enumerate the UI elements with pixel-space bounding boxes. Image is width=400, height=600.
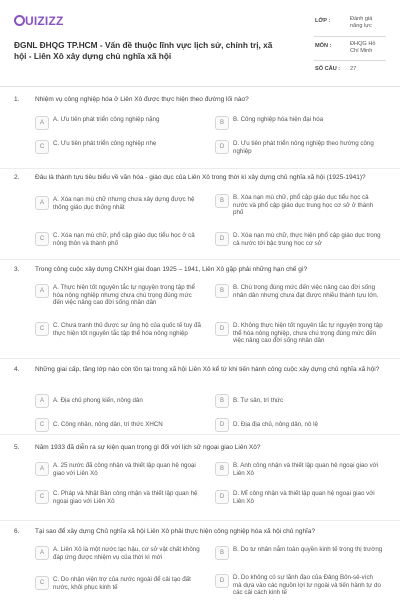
question-divider [0, 358, 400, 359]
option-text: D. Ưu tiên phát triển nông nghiệp theo hướng công nghiệp [233, 140, 374, 155]
option-text: D. Không thực hiện tốt nguyên tắc tự nguyện trong tập thể hóa nông nghiệp, chưa chú trọng đúng mức đến việc nâng cao đời sống nhân dân [233, 322, 383, 345]
meta-row-count [314, 61, 386, 75]
option-letter-badge: B [215, 394, 229, 408]
option-text: D. Mĩ công nhận và thiết lập quan hệ ngoại giao với Liên Xô [233, 490, 375, 505]
question-number: 3. [14, 266, 20, 273]
option-text: A. Ưu tiên phát triển công nghiệp nặng [53, 116, 160, 123]
question-number: 1. [14, 96, 20, 103]
option-letter-badge: D [215, 232, 229, 246]
option-letter-badge: B [215, 546, 229, 560]
question-5 [14, 444, 386, 520]
meta-class-label: LỚP : [315, 18, 331, 24]
option-letter-badge: C [35, 322, 49, 336]
option-letter-badge: B [215, 284, 229, 298]
question-text: Nhiệm vụ công nghiệp hóa ở Liên Xô được thực hiện theo đường lối nào? [35, 96, 249, 103]
option-letter-badge: C [35, 140, 49, 154]
option-letter-badge: B [215, 116, 229, 130]
option-text: D. Xóa nạn mù chữ, thực hiện phổ cập giáo dục trong cả nước tới bậc trung học cơ sở [233, 232, 381, 247]
worksheet-title: ĐGNL ĐHQG TP.HCM - Vấn đề thuộc lĩnh vực lịch sử, chính trị, xã hội - Liên Xô xây dựng chủ nghĩa xã hội [14, 40, 273, 61]
question-divider [0, 168, 400, 169]
question-3 [14, 266, 386, 362]
option-text: B. Do tư nhân nắm toàn quyền kinh tế trong thị trường [233, 546, 383, 553]
option-text: B. Tư sản, trí thức [233, 397, 284, 404]
option-letter-badge: D [215, 490, 229, 504]
option-text: D. Địa địa chủ, nông dân, nô lệ [233, 421, 318, 428]
question-text: Trong công cuộc xây dựng CNXH giai đoạn 1925 – 1941, Liên Xô gặp phải những hạn chế gì? [35, 266, 308, 273]
option-letter-badge: A [35, 394, 49, 408]
option-letter-badge: C [35, 418, 49, 432]
option-letter-badge: D [215, 418, 229, 432]
option-letter-badge: C [35, 576, 49, 590]
option-text: B. Anh công nhận và thiết lập quan hệ ngoại giao với Liên Xô [233, 462, 379, 477]
option-letter-badge: C [35, 232, 49, 246]
meta-subject-label: MÔN : [315, 43, 332, 49]
question-text: Tại sao để xây dựng Chủ nghĩa xã hội Liên Xô phải thực hiện công nghiệp hóa xã hội chủ nghĩa? [35, 528, 316, 535]
option-text: A. Liên Xô là một nước lạc hậu, cơ sở vật chất không đáp ứng được nhiệm vụ của thời kì mới [53, 546, 200, 561]
option-letter-badge: A [35, 462, 49, 476]
option-letter-badge: A [35, 546, 49, 560]
option-letter-badge: C [35, 490, 49, 504]
option-letter-badge: A [35, 196, 49, 210]
worksheet-header [14, 10, 386, 84]
question-text: Đâu là thành tựu tiêu biểu về văn hóa - giáo dục của Liên Xô trong thời kì xây dựng chủ nghĩa xã hội (1925-1941)? [35, 174, 366, 181]
option-letter-badge: A [35, 284, 49, 298]
question-number: 6. [14, 528, 20, 535]
question-1 [14, 96, 386, 168]
meta-row-subject [314, 37, 386, 61]
option-text: C. Chưa tranh thủ được sự ủng hộ của quốc tế tuy đã thực hiện tốt nguyên tắc tập thể hóa nông nghiệp [53, 322, 201, 337]
option-text: A. Thực hiện tốt nguyên tắc tự nguyện trong tập thể hóa nông nghiệp nhưng chưa chú trọng đúng mức đến việc nâng cao đời sống nhân dân [53, 284, 195, 307]
option-letter-badge: B [215, 194, 229, 208]
option-text: A. 25 nước đã công nhận và thiết lập quan hệ ngoại giao với Liên Xô [53, 462, 196, 477]
option-letter-badge: D [215, 322, 229, 336]
question-text: Những giai cấp, tầng lớp nào còn tồn tại trong xã hội Liên Xô kể từ khi tiến hành công cuộc xây dựng chủ nghĩa xã hội? [35, 366, 380, 373]
meta-count-value: 27 [350, 66, 357, 72]
option-text: A. Địa chủ phong kiến, nông dân [53, 397, 143, 404]
option-text: B. Xóa nạn mù chữ, phổ cập giáo dục tiểu học cả nước và phổ cập giáo dục trung học cơ sở ở thành phố [233, 194, 374, 217]
question-text: Năm 1933 đã diễn ra sự kiện quan trọng gì đối với lịch sử ngoại giao Liên Xô? [35, 444, 261, 451]
quizizz-logo: UIZIZZ [14, 14, 64, 28]
question-number: 4. [14, 366, 20, 373]
option-text: C. Công nhân, nông dân, trí thức XHCN [53, 421, 163, 428]
option-text: C. Ưu tiên phát triển công nghiệp nhẹ [53, 140, 157, 147]
option-text: C. Do nhận viện trợ của nước ngoài để cải tạo đất nước, khôi phục kinh tế [53, 576, 191, 591]
option-text: A. Xóa nạn mù chữ nhưng chưa xây dựng được hệ thống giáo dục thống nhất [53, 196, 195, 211]
question-number: 2. [14, 174, 20, 181]
option-text: C. Pháp và Nhật Bản công nhận và thiết lập quan hệ ngoại giao với Liên Xô [53, 490, 198, 505]
question-number: 5. [14, 444, 20, 451]
question-2 [14, 174, 386, 258]
header-divider [0, 86, 400, 87]
option-letter-badge: B [215, 462, 229, 476]
question-divider [0, 434, 400, 435]
meta-class-value: Đánh giá năng lực [350, 16, 373, 29]
worksheet-meta [314, 12, 386, 75]
question-divider [0, 259, 400, 260]
question-divider [0, 520, 400, 521]
option-letter-badge: D [215, 140, 229, 154]
option-text: D. Do không có sự lãnh đạo của Đảng Bôn-sê-vích mà dựa vào các nguồn lợi tư ngoài và tiến hành tự do các cải cách kinh tế [233, 574, 381, 597]
option-letter-badge: A [35, 116, 49, 130]
question-6 [14, 528, 386, 600]
option-letter-badge: D [215, 574, 229, 588]
option-text: B. Chú trọng đúng mức đến việc nâng cao đời sống nhân dân nhưng chưa đạt được nhiều thành tựu lớn. [233, 284, 379, 299]
meta-row-class [314, 12, 386, 37]
meta-subject-value: ĐHQG Hồ Chí Minh [350, 41, 376, 54]
logo-q-icon [14, 15, 25, 26]
meta-count-label: SỐ CÂU : [315, 66, 341, 72]
option-text: C. Xóa nạn mù chữ, phổ cập giáo dục tiểu học ở cả nông thôn và thành phố [53, 232, 195, 247]
question-4 [14, 366, 386, 438]
option-text: B. Công nghiệp hóa hiện đại hóa [233, 116, 324, 123]
